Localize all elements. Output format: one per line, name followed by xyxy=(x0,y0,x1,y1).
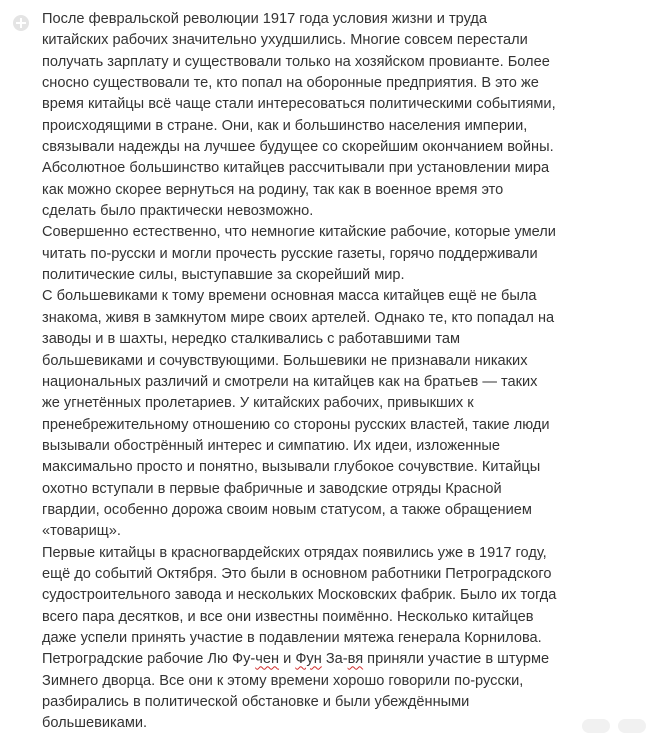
add-block-plus-icon[interactable] xyxy=(13,15,29,31)
text-run: приняли участие в штурме Зимнего дворца. Все они к этому времени хорошо говорили по-русски, разбирались в политической обстановке и были убеждёнными большевиками. xyxy=(42,651,550,732)
paragraph-4 xyxy=(42,543,557,735)
paragraph-3 xyxy=(42,286,557,542)
text-run: Первые китайцы в красногвардейских отрядах появились уже в 1917 году, ещё до событий Октября. Это были в основном работники Петроградского судостроительного завода и нескольких Московских фабрик. Было их тогда всего пара десятков, и все они известны поимённо. Несколько китайцев даже успели принять участие в подавлении мятежа генерала Корнилова. Петроградские рабочие Лю Фу- xyxy=(42,544,557,668)
article-text-editor[interactable] xyxy=(42,9,557,735)
paragraph-2 xyxy=(42,222,557,286)
text-run: и xyxy=(279,651,296,668)
misspelled-word[interactable]: Фун xyxy=(295,651,322,668)
paragraph-1 xyxy=(42,9,557,222)
text-run: После февральской революции 1917 года условия жизни и труда китайских рабочих значительно ухудшились. Многие совсем перестали получать зарплату и существовали только на хозяйском провианте. Более сносно существовали те, кто попал на оборонные предприятия. В это же время китайцы всё чаще стали интересоваться политическими событиями, происходящими в стране. Они, как и большинство населения империи, связывали надежды на лучшее будущее со скорейшим окончанием войны. Абсолютное большинство китайцев рассчитывали при установлении мира как можно скорее вернуться на родину, так как в военное время это сделать было практически невозможно. xyxy=(42,11,556,220)
misspelled-word[interactable]: чен xyxy=(255,651,280,668)
corner-control-left[interactable] xyxy=(582,719,610,733)
text-run: С большевиками к тому времени основная масса китайцев ещё не была знакома, живя в замкнутом мире своих артелей. Однако те, кто попадал на заводы и в шахты, нередко сталкивались с работавшими там большевиками и сочувствующими. Большевики не признавали никаких национальных различий и смотрели на китайцев как на братьев — таких же угнетённых пролетариев. У китайских рабочих, привыкших к пренебрежительному отношению со стороны русских властей, такие люди вызывали обострённый интерес и симпатию. Их идеи, изложенные максимально просто и понятно, вызывали глубокое сочувствие. Китайцы охотно вступали в первые фабричные и заводские отряды Красной гвардии, особенно дорожа своим новым статусом, а также обращением «товарищ». xyxy=(42,288,555,540)
misspelled-word[interactable]: вя xyxy=(347,651,364,668)
text-run: За- xyxy=(321,651,348,668)
corner-control-right[interactable] xyxy=(618,719,646,733)
text-run: Совершенно естественно, что немногие китайские рабочие, которые умели читать по-русски и могли прочесть русские газеты, горячо поддерживали политические силы, выступавшие за скорейший мир. xyxy=(42,224,556,284)
